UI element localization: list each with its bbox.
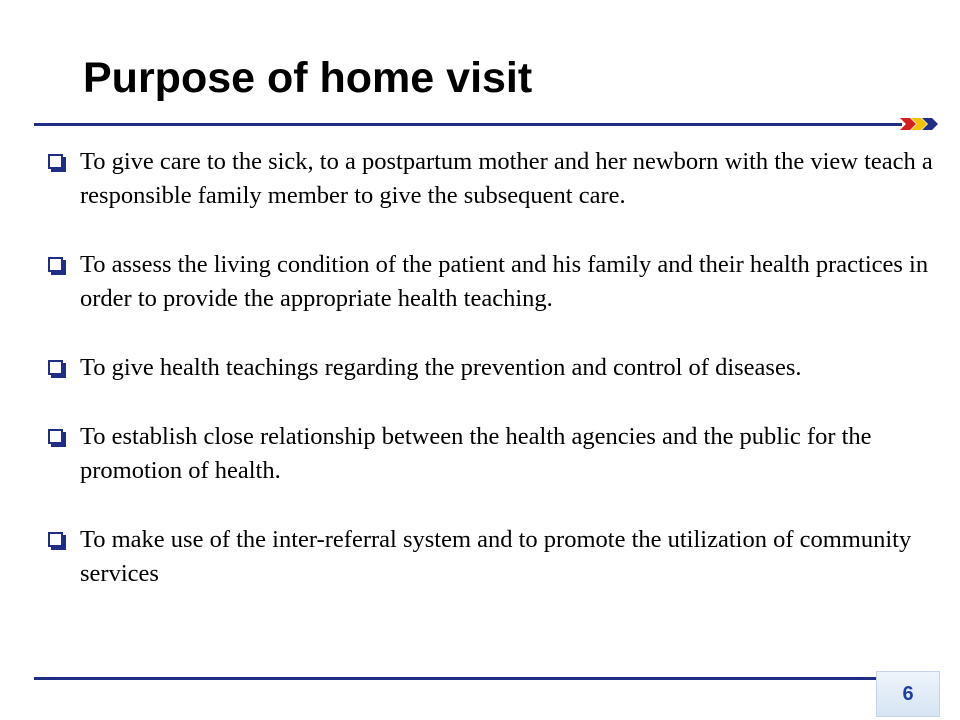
bullet-text: To give care to the sick, to a postpartum mother and her newborn with the view teach a responsible family member to give the subsequent care. xyxy=(80,148,933,209)
bullet-text: To make use of the inter-referral system and to promote the utilization of community services xyxy=(80,526,912,587)
checkbox-bullet-icon xyxy=(48,360,63,375)
checkbox-bullet-icon xyxy=(48,429,63,444)
page-number: 6 xyxy=(902,682,914,705)
footer-divider xyxy=(34,677,877,680)
checkbox-bullet-icon xyxy=(48,154,63,169)
bullet-text: To establish close relationship between the health agencies and the public for the promotion of health. xyxy=(80,423,872,484)
title-divider xyxy=(34,123,902,126)
checkbox-bullet-icon xyxy=(48,257,63,272)
checkbox-bullet-icon xyxy=(48,532,63,547)
arrow-decoration-icon xyxy=(900,116,940,132)
slide-title: Purpose of home visit xyxy=(83,54,533,102)
list-item xyxy=(46,523,951,591)
bullet-list xyxy=(46,145,951,626)
list-item xyxy=(46,420,951,488)
bullet-text: To give health teachings regarding the prevention and control of diseases. xyxy=(80,354,802,381)
list-item xyxy=(46,351,951,385)
list-item xyxy=(46,145,951,213)
bullet-text: To assess the living condition of the patient and his family and their health practices in order to provide the appropriate health teaching. xyxy=(80,251,929,312)
page-number-badge xyxy=(876,671,940,717)
list-item xyxy=(46,248,951,316)
